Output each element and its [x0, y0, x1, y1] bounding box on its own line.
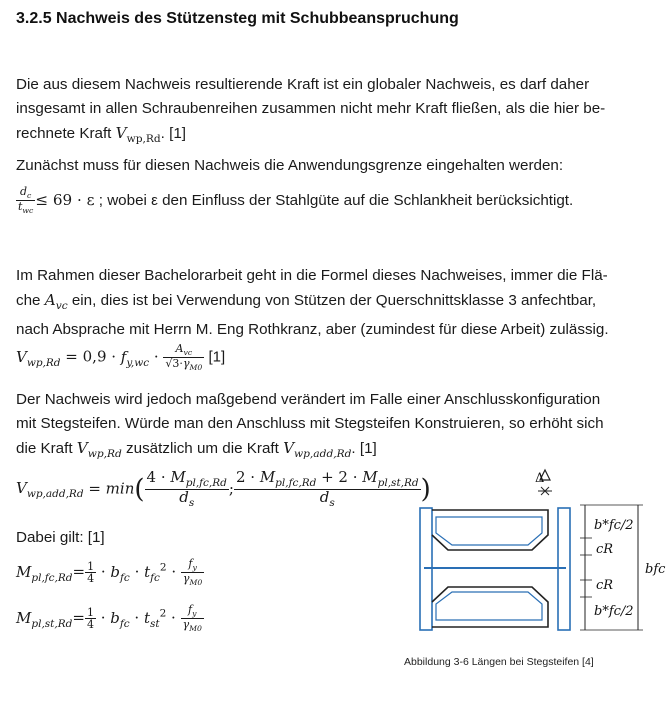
text-line: nach Absprache mit Herrn M. Eng Rothkranz, aber (zumindest für diese Arbeit) zulässig.	[16, 321, 609, 339]
text-line: Der Nachweis wird jedoch maßgebend verändert im Falle einer Anschlusskonfiguration	[16, 391, 601, 408]
figure-label-cr: cR	[596, 578, 614, 593]
symbol-vwprd: $V_{wp,Rd}$	[115, 124, 161, 146]
text-line: Im Rahmen dieser Bachelorarbeit geht in die Formel dieses Nachweises, immer die Flä-	[16, 267, 608, 284]
text-line: rechnete Kraft $V_{wp,Rd}$. [1]	[16, 124, 186, 146]
equation-vwprd: $V_{wp,Rd} = 0,9 \cdot f_{y,wc}$ · $\frac{A_{vc}}{√3\cdot\gamma_{M0}}$ [1]	[16, 342, 226, 373]
paragraph-limit: Zunächst muss für diesen Nachweis die Anwendungsgrenze eingehalten werden:	[16, 157, 564, 174]
figure-label-bfc-half: b*fc/2	[594, 604, 634, 619]
figure-caption: Abbildung 3-6 Längen bei Stegsteifen [4]	[404, 656, 594, 668]
symbol-avc: $A_{vc}$	[44, 291, 68, 313]
stiffener-figure	[410, 465, 667, 650]
paragraph-stiffeners	[16, 388, 656, 466]
paragraph-context	[16, 264, 656, 342]
section-heading: 3.2.5 Nachweis des Stützensteg mit Schubbeanspruchung	[16, 10, 459, 27]
figure-label-bfc-half: b*fc/2	[594, 518, 634, 533]
figure-label-bfc: bfc	[645, 562, 666, 577]
figure-label-delta: Δ	[535, 471, 545, 486]
fraction-avc: $\frac{A_{vc}}{√3\cdot\gamma_{M0}}$	[165, 342, 203, 373]
text-line: che $A_{vc}$ ein, dies ist bei Verwendung von Stützen der Querschnittsklasse 3 anfechtbar,	[16, 291, 597, 313]
condition-text: ; wobei ε den Einfluss der Stahlgüte auf die Schlankheit berücksichtigt.	[94, 191, 574, 209]
equation-vwpaddrd: $V_{wp,add,Rd} = \min$( $\frac{4 \cdot M_{pl,fc,Rd}}{d_s}$ ; $\frac{2 \cdot M_{pl,fc,Rd} + 2 \cdot M_{pl,st,Rd}}{d_s}$ )	[16, 468, 431, 510]
condition-formula	[16, 186, 656, 216]
text-line: mit Stegsteifen. Würde man den Anschluss mit Stegsteifen Konstruieren, so erhöht sich	[16, 415, 604, 432]
dabei-label: Dabei gilt: [1]	[16, 529, 105, 546]
paragraph-intro	[16, 73, 656, 151]
equation-mplstrd: $M_{pl,st,Rd}=$ $\frac{1}{4}$ · $b_{fc} \cdot t_{st}^2$ · $\frac{f_y}{\gamma_{M0}}$	[16, 603, 202, 634]
condition-rhs: ≤ 69 · ε	[35, 190, 95, 209]
text-line: insgesamt in allen Schraubenreihen zusammen nicht mehr Kraft fließen, als die hier be-	[16, 100, 606, 117]
fraction-dc-twc: $\frac{d_c}{t_{wc}}$	[18, 185, 34, 216]
text-line: die Kraft $V_{wp,Rd}$ zusätzlich um die Kraft $V_{wp,add,Rd}$. [1]	[16, 439, 377, 461]
figure-label-cr: cR	[596, 542, 614, 557]
text-line: Die aus diesem Nachweis resultierende Kraft ist ein globaler Nachweis, es darf daher	[16, 76, 590, 93]
equation-mplfcrd: $M_{pl,fc,Rd}=$ $\frac{1}{4}$ · $b_{fc} \cdot t_{fc}^2$ · $\frac{f_y}{\gamma_{M0}}$	[16, 557, 203, 588]
